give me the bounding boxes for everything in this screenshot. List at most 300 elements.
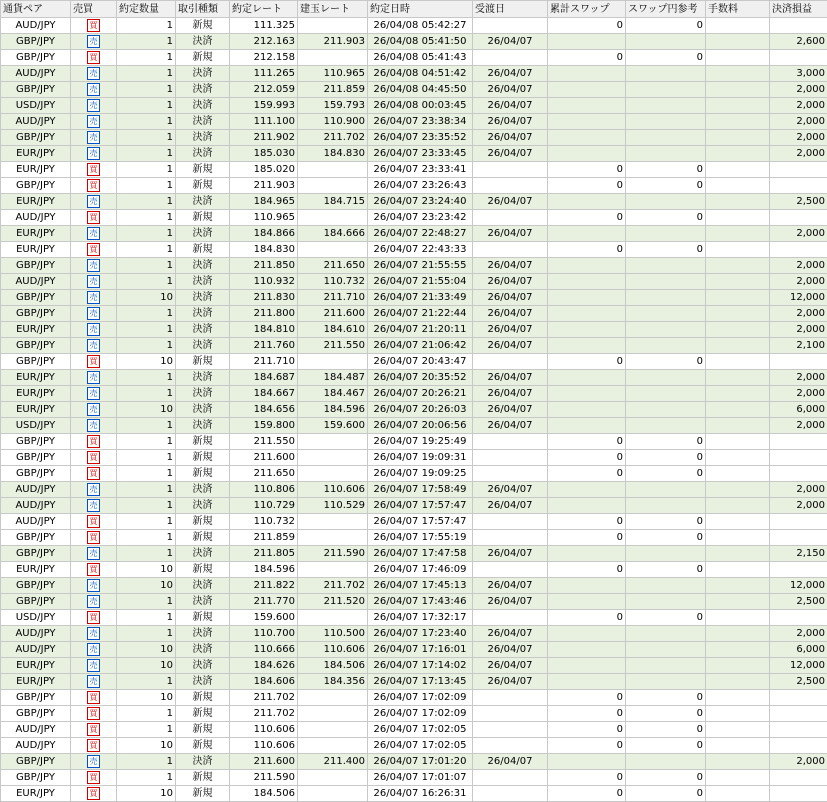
datetime-cell: 26/04/07 17:45:13 — [368, 578, 473, 594]
rate-cell: 184.667 — [230, 386, 298, 402]
pair-cell: AUD/JPY — [1, 498, 71, 514]
swap-cell — [548, 578, 626, 594]
type-cell: 新規 — [176, 786, 230, 802]
table-row[interactable] — [1, 258, 827, 274]
table-row[interactable] — [1, 722, 827, 738]
swap-cell — [548, 146, 626, 162]
swap-ref-cell — [626, 386, 706, 402]
side-cell — [71, 514, 117, 530]
swap-ref-cell: 0 — [626, 706, 706, 722]
side-cell — [71, 146, 117, 162]
datetime-cell: 26/04/07 21:55:04 — [368, 274, 473, 290]
open-rate-cell — [298, 722, 368, 738]
datetime-cell: 26/04/07 17:23:40 — [368, 626, 473, 642]
col-header-rate[interactable]: 約定レート — [230, 1, 298, 18]
datetime-cell: 26/04/07 16:26:31 — [368, 786, 473, 802]
swap-cell — [548, 274, 626, 290]
side-cell — [71, 578, 117, 594]
pl-cell — [770, 738, 827, 754]
type-cell: 決済 — [176, 34, 230, 50]
pair-cell: EUR/JPY — [1, 402, 71, 418]
table-row[interactable] — [1, 786, 827, 802]
qty-cell: 10 — [117, 786, 176, 802]
fee-cell — [706, 386, 770, 402]
datetime-cell: 26/04/07 17:02:05 — [368, 738, 473, 754]
datetime-cell: 26/04/07 21:33:49 — [368, 290, 473, 306]
table-row[interactable] — [1, 402, 827, 418]
sell-badge: 売 — [87, 99, 100, 112]
table-row[interactable] — [1, 290, 827, 306]
swap-ref-cell: 0 — [626, 690, 706, 706]
datetime-cell: 26/04/07 21:55:55 — [368, 258, 473, 274]
swap-cell — [548, 546, 626, 562]
fee-cell — [706, 674, 770, 690]
pair-cell: GBP/JPY — [1, 178, 71, 194]
qty-cell: 1 — [117, 18, 176, 34]
side-cell — [71, 114, 117, 130]
type-cell: 決済 — [176, 274, 230, 290]
table-row[interactable] — [1, 66, 827, 82]
table-row[interactable] — [1, 658, 827, 674]
delivery-cell: 26/04/07 — [473, 82, 548, 98]
delivery-cell: 26/04/07 — [473, 402, 548, 418]
pair-cell: GBP/JPY — [1, 258, 71, 274]
table-row[interactable] — [1, 130, 827, 146]
type-cell: 決済 — [176, 546, 230, 562]
swap-cell: 0 — [548, 562, 626, 578]
rate-cell: 111.265 — [230, 66, 298, 82]
swap-cell: 0 — [548, 530, 626, 546]
delivery-cell: 26/04/07 — [473, 418, 548, 434]
side-cell — [71, 98, 117, 114]
swap-ref-cell: 0 — [626, 210, 706, 226]
open-rate-cell — [298, 178, 368, 194]
fee-cell — [706, 642, 770, 658]
open-rate-cell — [298, 162, 368, 178]
swap-cell: 0 — [548, 162, 626, 178]
delivery-cell: 26/04/07 — [473, 322, 548, 338]
table-row[interactable] — [1, 322, 827, 338]
pair-cell: GBP/JPY — [1, 690, 71, 706]
pair-cell: GBP/JPY — [1, 82, 71, 98]
qty-cell: 10 — [117, 578, 176, 594]
type-cell: 決済 — [176, 642, 230, 658]
side-cell — [71, 738, 117, 754]
col-header-open-rate[interactable]: 建玉レート — [298, 1, 368, 18]
pair-cell: GBP/JPY — [1, 578, 71, 594]
fee-cell — [706, 738, 770, 754]
type-cell: 新規 — [176, 722, 230, 738]
col-header-type[interactable]: 取引種類 — [176, 1, 230, 18]
datetime-cell: 26/04/07 17:01:07 — [368, 770, 473, 786]
pair-cell: GBP/JPY — [1, 706, 71, 722]
type-cell: 新規 — [176, 610, 230, 626]
table-row[interactable] — [1, 498, 827, 514]
datetime-cell: 26/04/07 17:02:09 — [368, 706, 473, 722]
swap-ref-cell — [626, 754, 706, 770]
side-cell — [71, 306, 117, 322]
qty-cell: 1 — [117, 418, 176, 434]
side-cell — [71, 178, 117, 194]
swap-ref-cell — [626, 146, 706, 162]
table-row[interactable] — [1, 82, 827, 98]
side-cell — [71, 770, 117, 786]
pair-cell: GBP/JPY — [1, 354, 71, 370]
delivery-cell: 26/04/07 — [473, 658, 548, 674]
swap-cell — [548, 82, 626, 98]
type-cell: 決済 — [176, 322, 230, 338]
datetime-cell: 26/04/07 17:02:09 — [368, 690, 473, 706]
table-row[interactable] — [1, 178, 827, 194]
table-row[interactable] — [1, 770, 827, 786]
open-rate-cell: 184.356 — [298, 674, 368, 690]
sell-badge: 売 — [87, 307, 100, 320]
side-cell — [71, 290, 117, 306]
fee-cell — [706, 770, 770, 786]
side-cell — [71, 66, 117, 82]
sell-badge: 売 — [87, 659, 100, 672]
type-cell: 新規 — [176, 354, 230, 370]
fee-cell — [706, 418, 770, 434]
open-rate-cell — [298, 210, 368, 226]
table-row[interactable] — [1, 18, 827, 34]
table-row[interactable] — [1, 194, 827, 210]
delivery-cell — [473, 434, 548, 450]
pl-cell: 2,000 — [770, 754, 827, 770]
sell-badge: 売 — [87, 675, 100, 688]
fee-cell — [706, 722, 770, 738]
table-row[interactable] — [1, 450, 827, 466]
swap-cell — [548, 290, 626, 306]
swap-ref-cell — [626, 498, 706, 514]
delivery-cell: 26/04/07 — [473, 226, 548, 242]
datetime-cell: 26/04/07 21:22:44 — [368, 306, 473, 322]
delivery-cell — [473, 466, 548, 482]
datetime-cell: 26/04/07 23:26:43 — [368, 178, 473, 194]
fee-cell — [706, 162, 770, 178]
swap-cell: 0 — [548, 770, 626, 786]
rate-cell: 211.702 — [230, 706, 298, 722]
delivery-cell: 26/04/07 — [473, 146, 548, 162]
open-rate-cell: 211.550 — [298, 338, 368, 354]
open-rate-cell — [298, 242, 368, 258]
type-cell: 決済 — [176, 98, 230, 114]
rate-cell: 211.800 — [230, 306, 298, 322]
qty-cell: 1 — [117, 722, 176, 738]
rate-cell: 111.325 — [230, 18, 298, 34]
table-row[interactable] — [1, 434, 827, 450]
table-row[interactable] — [1, 354, 827, 370]
buy-badge: 買 — [87, 563, 100, 576]
rate-cell: 211.902 — [230, 130, 298, 146]
datetime-cell: 26/04/07 17:13:45 — [368, 674, 473, 690]
open-rate-cell: 211.702 — [298, 578, 368, 594]
pl-cell — [770, 162, 827, 178]
open-rate-cell: 211.903 — [298, 34, 368, 50]
table-row[interactable] — [1, 98, 827, 114]
pair-cell: GBP/JPY — [1, 450, 71, 466]
rate-cell: 110.700 — [230, 626, 298, 642]
table-row[interactable] — [1, 114, 827, 130]
table-row[interactable] — [1, 562, 827, 578]
swap-ref-cell: 0 — [626, 562, 706, 578]
sell-badge: 売 — [87, 499, 100, 512]
open-rate-cell — [298, 18, 368, 34]
datetime-cell: 26/04/07 17:16:01 — [368, 642, 473, 658]
datetime-cell: 26/04/07 23:24:40 — [368, 194, 473, 210]
table-row[interactable] — [1, 50, 827, 66]
table-row[interactable] — [1, 690, 827, 706]
delivery-cell: 26/04/07 — [473, 626, 548, 642]
pair-cell: GBP/JPY — [1, 770, 71, 786]
swap-ref-cell: 0 — [626, 514, 706, 530]
swap-ref-cell: 0 — [626, 242, 706, 258]
sell-badge: 売 — [87, 195, 100, 208]
col-header-pl[interactable]: 決済損益 — [770, 1, 827, 18]
table-row[interactable] — [1, 626, 827, 642]
delivery-cell: 26/04/07 — [473, 306, 548, 322]
datetime-cell: 26/04/07 17:57:47 — [368, 498, 473, 514]
open-rate-cell — [298, 610, 368, 626]
table-row[interactable] — [1, 738, 827, 754]
qty-cell: 1 — [117, 258, 176, 274]
pl-cell: 2,000 — [770, 82, 827, 98]
col-header-swap[interactable]: 累計スワップ — [548, 1, 626, 18]
pl-cell: 2,500 — [770, 194, 827, 210]
table-row[interactable] — [1, 34, 827, 50]
swap-cell: 0 — [548, 18, 626, 34]
swap-ref-cell: 0 — [626, 178, 706, 194]
pl-cell: 2,000 — [770, 418, 827, 434]
type-cell: 決済 — [176, 66, 230, 82]
side-cell — [71, 498, 117, 514]
sell-badge: 売 — [87, 227, 100, 240]
buy-badge: 買 — [87, 771, 100, 784]
table-row[interactable] — [1, 370, 827, 386]
sell-badge: 売 — [87, 483, 100, 496]
rate-cell: 110.806 — [230, 482, 298, 498]
rate-cell: 211.859 — [230, 530, 298, 546]
type-cell: 新規 — [176, 50, 230, 66]
delivery-cell: 26/04/07 — [473, 338, 548, 354]
col-header-delivery[interactable]: 受渡日 — [473, 1, 548, 18]
swap-cell — [548, 674, 626, 690]
table-row[interactable] — [1, 466, 827, 482]
table-row[interactable] — [1, 242, 827, 258]
table-row[interactable] — [1, 146, 827, 162]
sell-badge: 売 — [87, 595, 100, 608]
side-cell — [71, 194, 117, 210]
type-cell: 新規 — [176, 770, 230, 786]
swap-cell — [548, 754, 626, 770]
sell-badge: 売 — [87, 547, 100, 560]
delivery-cell — [473, 450, 548, 466]
open-rate-cell: 211.590 — [298, 546, 368, 562]
delivery-cell: 26/04/07 — [473, 34, 548, 50]
table-row[interactable] — [1, 226, 827, 242]
open-rate-cell — [298, 738, 368, 754]
col-header-qty[interactable]: 約定数量 — [117, 1, 176, 18]
side-cell — [71, 418, 117, 434]
open-rate-cell — [298, 514, 368, 530]
pair-cell: EUR/JPY — [1, 322, 71, 338]
table-row[interactable] — [1, 594, 827, 610]
qty-cell: 1 — [117, 242, 176, 258]
fee-cell — [706, 594, 770, 610]
table-row[interactable] — [1, 306, 827, 322]
table-row[interactable] — [1, 514, 827, 530]
col-header-datetime[interactable]: 約定日時 — [368, 1, 473, 18]
pl-cell: 2,000 — [770, 386, 827, 402]
swap-ref-cell — [626, 114, 706, 130]
open-rate-cell — [298, 690, 368, 706]
table-row[interactable] — [1, 642, 827, 658]
sell-badge: 売 — [87, 323, 100, 336]
col-header-side[interactable]: 売買 — [71, 1, 117, 18]
table-row[interactable] — [1, 546, 827, 562]
table-row[interactable] — [1, 162, 827, 178]
swap-cell — [548, 258, 626, 274]
pl-cell: 2,000 — [770, 498, 827, 514]
pl-cell: 2,000 — [770, 370, 827, 386]
buy-badge: 買 — [87, 531, 100, 544]
buy-badge: 買 — [87, 691, 100, 704]
buy-badge: 買 — [87, 435, 100, 448]
rate-cell: 211.600 — [230, 450, 298, 466]
buy-badge: 買 — [87, 515, 100, 528]
table-row[interactable] — [1, 530, 827, 546]
swap-ref-cell — [626, 82, 706, 98]
pair-cell: AUD/JPY — [1, 210, 71, 226]
qty-cell: 1 — [117, 482, 176, 498]
sell-badge: 売 — [87, 35, 100, 48]
pair-cell: AUD/JPY — [1, 722, 71, 738]
datetime-cell: 26/04/07 17:47:58 — [368, 546, 473, 562]
pair-cell: EUR/JPY — [1, 658, 71, 674]
swap-cell — [548, 370, 626, 386]
table-row[interactable] — [1, 482, 827, 498]
sell-badge: 売 — [87, 371, 100, 384]
type-cell: 新規 — [176, 450, 230, 466]
table-row[interactable] — [1, 706, 827, 722]
type-cell: 新規 — [176, 562, 230, 578]
table-row[interactable] — [1, 274, 827, 290]
type-cell: 決済 — [176, 306, 230, 322]
pl-cell: 12,000 — [770, 658, 827, 674]
pl-cell: 2,000 — [770, 258, 827, 274]
pl-cell — [770, 530, 827, 546]
qty-cell: 1 — [117, 450, 176, 466]
col-header-pair[interactable]: 通貨ペア — [1, 1, 71, 18]
fee-cell — [706, 754, 770, 770]
rate-cell: 110.729 — [230, 498, 298, 514]
fee-cell — [706, 466, 770, 482]
swap-cell — [548, 306, 626, 322]
pair-cell: EUR/JPY — [1, 562, 71, 578]
table-row[interactable] — [1, 610, 827, 626]
rate-cell: 211.830 — [230, 290, 298, 306]
buy-badge: 買 — [87, 723, 100, 736]
delivery-cell: 26/04/07 — [473, 290, 548, 306]
table-row[interactable] — [1, 418, 827, 434]
pl-cell: 2,000 — [770, 322, 827, 338]
delivery-cell: 26/04/07 — [473, 130, 548, 146]
side-cell — [71, 530, 117, 546]
qty-cell: 1 — [117, 610, 176, 626]
swap-ref-cell: 0 — [626, 770, 706, 786]
type-cell: 新規 — [176, 242, 230, 258]
open-rate-cell: 211.600 — [298, 306, 368, 322]
fee-cell — [706, 626, 770, 642]
swap-cell: 0 — [548, 610, 626, 626]
rate-cell: 211.850 — [230, 258, 298, 274]
qty-cell: 1 — [117, 274, 176, 290]
pl-cell: 2,000 — [770, 306, 827, 322]
pair-cell: EUR/JPY — [1, 226, 71, 242]
pair-cell: GBP/JPY — [1, 594, 71, 610]
qty-cell: 1 — [117, 82, 176, 98]
side-cell — [71, 322, 117, 338]
sell-badge: 売 — [87, 131, 100, 144]
pl-cell: 2,000 — [770, 114, 827, 130]
rate-cell: 184.626 — [230, 658, 298, 674]
qty-cell: 1 — [117, 130, 176, 146]
pl-cell — [770, 786, 827, 802]
pair-cell: GBP/JPY — [1, 338, 71, 354]
delivery-cell: 26/04/07 — [473, 482, 548, 498]
rate-cell: 110.732 — [230, 514, 298, 530]
qty-cell: 10 — [117, 402, 176, 418]
datetime-cell: 26/04/08 04:51:42 — [368, 66, 473, 82]
table-row[interactable] — [1, 338, 827, 354]
swap-cell — [548, 658, 626, 674]
datetime-cell: 26/04/08 05:41:43 — [368, 50, 473, 66]
qty-cell: 1 — [117, 706, 176, 722]
rate-cell: 110.606 — [230, 722, 298, 738]
pl-cell: 12,000 — [770, 290, 827, 306]
table-row[interactable] — [1, 674, 827, 690]
qty-cell: 10 — [117, 738, 176, 754]
type-cell: 決済 — [176, 418, 230, 434]
pair-cell: USD/JPY — [1, 418, 71, 434]
col-header-fee[interactable]: 手数料 — [706, 1, 770, 18]
delivery-cell — [473, 738, 548, 754]
pl-cell — [770, 610, 827, 626]
fee-cell — [706, 290, 770, 306]
table-row[interactable] — [1, 754, 827, 770]
table-row[interactable] — [1, 578, 827, 594]
table-row[interactable] — [1, 386, 827, 402]
open-rate-cell — [298, 530, 368, 546]
qty-cell: 1 — [117, 674, 176, 690]
pair-cell: EUR/JPY — [1, 146, 71, 162]
type-cell: 新規 — [176, 530, 230, 546]
swap-cell — [548, 194, 626, 210]
pl-cell: 2,500 — [770, 674, 827, 690]
side-cell — [71, 34, 117, 50]
open-rate-cell: 110.500 — [298, 626, 368, 642]
fee-cell — [706, 66, 770, 82]
table-row[interactable] — [1, 210, 827, 226]
datetime-cell: 26/04/08 05:41:50 — [368, 34, 473, 50]
side-cell — [71, 754, 117, 770]
pair-cell: AUD/JPY — [1, 738, 71, 754]
col-header-swap-ref[interactable]: スワップ円参考 — [626, 1, 706, 18]
qty-cell: 1 — [117, 306, 176, 322]
datetime-cell: 26/04/07 19:25:49 — [368, 434, 473, 450]
open-rate-cell — [298, 450, 368, 466]
buy-badge: 買 — [87, 211, 100, 224]
